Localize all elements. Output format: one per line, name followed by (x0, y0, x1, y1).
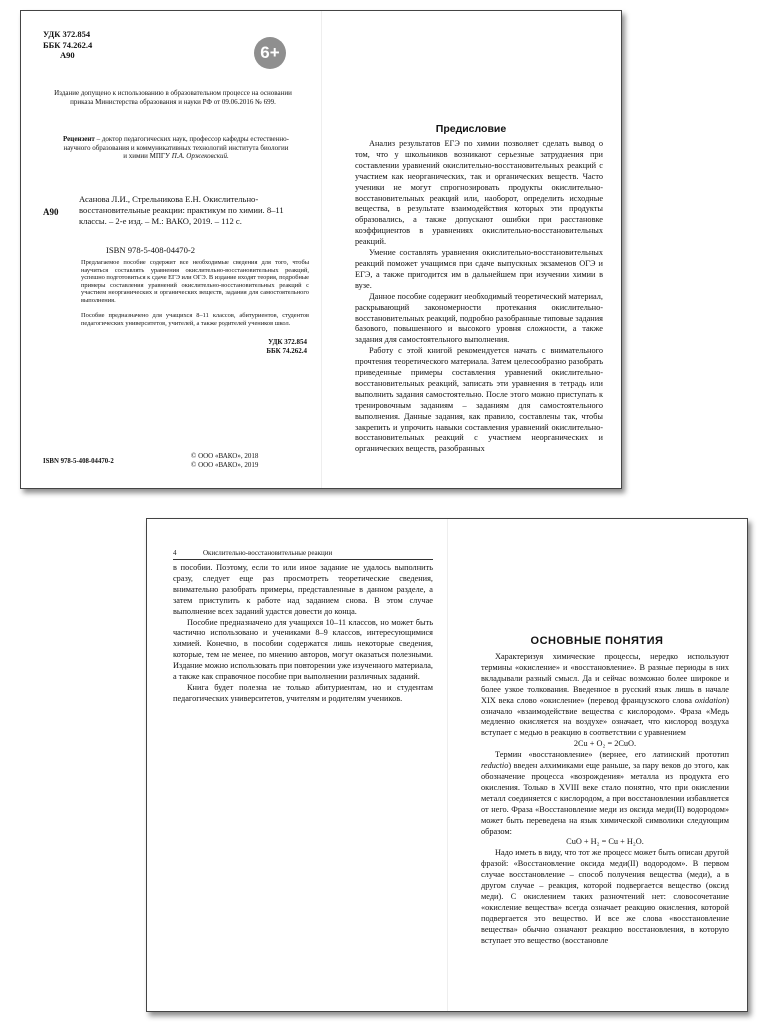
chapter-title: ОСНОВНЫЕ ПОНЯТИЯ (530, 635, 664, 647)
paragraph (481, 652, 729, 739)
page-number: 4 (173, 549, 177, 557)
text-run: Термин «восстановление» (вернее, его латинский прототип (495, 750, 729, 760)
equation: CuO + H₂ = Cu + H₂O. (566, 837, 644, 847)
reviewer-info (61, 135, 291, 161)
chapter-text (481, 652, 729, 946)
copyright-line: © ООО «ВАКО», 2018 (191, 452, 259, 460)
udk-code: УДК 372.854 (43, 29, 91, 39)
title-verso-page (21, 11, 321, 488)
preface-page (321, 11, 621, 488)
bbk-code-bottom: ББК 74.262.4 (266, 346, 307, 355)
paragraph: Анализ результатов ЕГЭ по химии позволяет сделать вывод о том, что у школьников возникают серьезные затруднения при составлении уравнений окислительно-восстановительных реакций с участием как неорганических, так и органических веществ. Часто ученики не могут спрогнозировать продукты окислительно-восстановительных реакций или, наоборот, определить исходные вещества, в результате взаимодействия которых эти продукты образовались, а также допускают ошибки при расстановке коэффициентов в уравнениях окислительно-восстановительных реакций. (355, 139, 603, 247)
running-header (173, 549, 433, 560)
reviewer-name: П.А. Оржековский. (171, 152, 229, 161)
isbn-bottom: ISBN 978-5-408-04470-2 (43, 458, 114, 465)
isbn: ISBN 978-5-408-04470-2 (106, 245, 196, 255)
reviewer-text: – доктор педагогических наук, профессор кафедры естественно-научного образования и коммуникативных технологий института биологии и химии МПГУ (63, 135, 289, 161)
paragraph: Книга будет полезна не только абитуриентам, но и студентам педагогических университетов, учителям и родителям учеников. (173, 682, 433, 703)
text-run: Характеризуя химические процессы, нередко используют термины «окисление» и «восстановление». В разные периоды в них вкладывали разный смысл. Да и сейчас возможно более широкое и более узкое толкования. Введенное в русский язык лишь в начале XIX века слово «окисление» (перевод французского слова (481, 652, 729, 705)
equation: 2Cu + O₂ = 2CuO. (573, 739, 637, 749)
page-4 (147, 519, 447, 1011)
running-head-title: Окислительно-восстановительные реакции (203, 549, 333, 557)
book-spread-2 (146, 518, 748, 1012)
catalog-codes (43, 29, 92, 61)
paragraph: Надо иметь в виду, что тот же процесс может быть описан другой фразой: «Восстановление оксида меди(II) водородом». В первом случае восстановление – способ получения вещества (меди), а в другом случае – реакция, которой подвергается вещество (оксид меди). С окислением таких разночтений нет: словосочетание «окисление вещества» всегда означает реакцию окисления, которой подвергается это вещество. И все же слова «восстановление вещества» обычно означают реакцию восстановления, в которую вступает это вещество (восстановле (481, 848, 729, 945)
bibliographic-record: Асанова Л.И., Стрельникова Е.Н. Окислительно-восстановительные реакции: практикум по химии. 8–11 классы. – 2-е изд. – М.: ВАКО, 2019. – 112 с. (79, 194, 284, 226)
udk-code-bottom: УДК 372.854 (268, 338, 307, 346)
side-author-mark: А90 (43, 207, 59, 217)
preface-title: Предисловие (435, 123, 507, 135)
age-rating-badge: 6+ (254, 37, 286, 69)
paragraph: Умение составлять уравнения окислительно-восстановительных реакций поможет учащимся при сдаче выпускных экзаменов ОГЭ и ЕГЭ, а также пригодится им в дальнейшем при изучении химии в вузе. (355, 248, 603, 290)
copyright-line: © ООО «ВАКО», 2019 (191, 460, 259, 469)
admission-notice: Издание допущено к использованию в образовательном процессе на основании приказа Министерства образования и науки РФ от 09.06.2016 № 699. (54, 89, 292, 106)
paragraph: Данное пособие содержит необходимый теоретический материал, раскрывающий закономерности протекания окислительно-восстановительных реакций, подробно разобранные типовые задания базового, повышенного и высокого уровня сложности, а также задания для самостоятельного выполнения. (355, 291, 603, 345)
page-5 (447, 519, 747, 1011)
bbk-code: ББК 74.262.4 (43, 39, 93, 50)
text-run: ) означало «взаимодействие вещества с кислородом». Фраза «Медь медленно окисляется на воздухе» означает, что кислород воздуха вступает с медью в реакцию в соответствии с уравнением (481, 695, 729, 738)
copyright (191, 452, 258, 469)
paragraph: Пособие предназначено для учащихся 10–11 классов, но может быть частично использовано и учениками 8–9 классов, интересующимися химией. Конечно, в пособии содержатся лишь некоторые сведения, которые, тем не менее, по мнению авторов, могут оказаться полезными. Издание можно использовать при повторении уже изученного материала, а также как справочное пособие при выполнении различных заданий. (173, 617, 433, 682)
text-run: ) введен алхимиками еще раньше, за пару веков до этого, как обозначение процесса «возрождения» металла из продукта его окисления. Только в XVIII веке стало понятно, что при окислении металл соединяется с кислородом, а при восстановлении избавляется от него. Фраза «Восстановление меди из оксида меди(II) водородом» может быть переведена на язык химической символики следующим образом: (481, 761, 729, 836)
book-spread-1 (20, 10, 622, 489)
foreign-term: oxidation (694, 695, 727, 705)
foreign-term: reductio (481, 761, 509, 771)
paragraph: в пособии. Поэтому, если то или иное задание не удалось выполнить сразу, следует еще раз просмотреть теоретические сведения, внимательно разобрать примеры, представленные в данном разделе, а затем приступить к работе над заданием снова. В этом случае выполнение всех заданий удастся довести до конца. (173, 563, 433, 616)
paragraph: Работу с этой книгой рекомендуется начать с внимательного прочтения теоретического материала. Затем целесообразно разобрать приведенные примеры составления уравнений окислительно-восстановительных реакций, записать эти уравнения в тетрадь или выполнить задания самостоятельно. После этого можно приступать к тренировочным заданиям – заданиям для самостоятельного выполнения. Данные задания, как правило, составлены так, чтобы закрепить и упрочить навыки составления уравнений окислительно-восстановительных реакций с участием неорганических и органических веществ, разобранных (355, 346, 603, 454)
annotation: Предлагаемое пособие содержит все необходимые сведения для того, чтобы научиться составлять уравнения окислительно-восстановительных реакций, успешно подготовиться к сдаче ЕГЭ или ОГЭ. В издание входят теория, подробные примеры составления уравнений окислительно-восстановительных реакций с участием неорганических и органических веществ, задания для самостоятельного выполнения. (81, 259, 309, 304)
paragraph (481, 750, 729, 837)
annotation-audience: Пособие предназначено для учащихся 8–11 классов, абитуриентов, студентов педагогических университетов, учителей, а также родителей учеников школ. (81, 312, 309, 327)
reviewer-label: Рецензент (63, 135, 95, 143)
catalog-codes-bottom (266, 338, 307, 355)
preface-text (355, 139, 603, 455)
preface-continued-text (173, 563, 433, 705)
author-mark: А90 (60, 50, 75, 60)
